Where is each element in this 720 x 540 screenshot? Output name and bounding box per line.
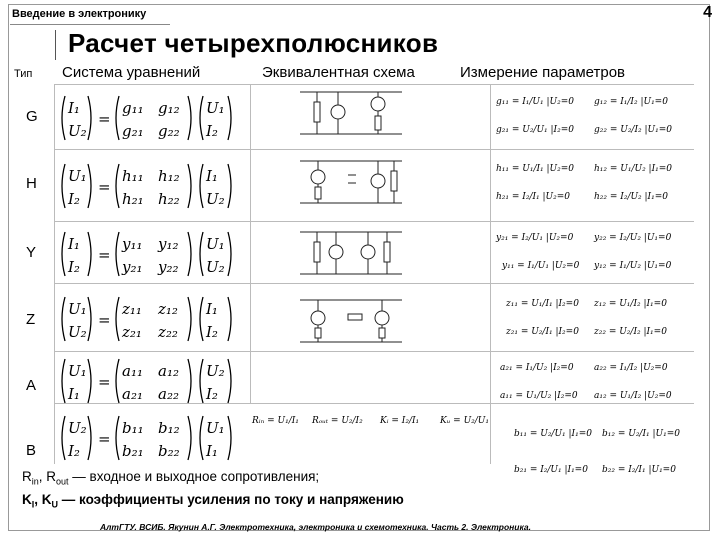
course-underline xyxy=(10,24,170,25)
coefficient: y₁₁ xyxy=(122,235,143,253)
circuit-diagram-y xyxy=(296,226,406,280)
lhs-var: I₂ xyxy=(68,190,80,208)
close-paren xyxy=(188,164,191,208)
row-label-a: A xyxy=(26,377,37,394)
coefficient: y₂₁ xyxy=(122,258,143,276)
close-paren xyxy=(88,232,91,276)
rhs-var: I₁ xyxy=(206,167,218,185)
note-gains: $K_I$, $K_U$ — коэффициенты усиления по току и напряжению xyxy=(22,491,404,510)
rhs-var: U₁ xyxy=(206,235,225,253)
equals-sign: = xyxy=(98,373,111,391)
rhs-var: U₂ xyxy=(206,362,225,380)
open-paren xyxy=(200,164,203,208)
circuit-diagram-h xyxy=(296,155,406,209)
svg-text:z₁₂ = U₁/I₂ |I₁=0: z₁₂ = U₁/I₂ |I₁=0 xyxy=(594,299,667,309)
open-paren xyxy=(200,297,203,341)
close-paren xyxy=(188,416,191,460)
equation-y xyxy=(58,228,248,280)
row-label-g: G xyxy=(26,108,38,125)
rhs-var: U₂ xyxy=(206,258,225,276)
equation-a xyxy=(58,355,248,407)
open-paren xyxy=(62,232,65,276)
equation-g xyxy=(58,92,248,144)
equals-sign: = xyxy=(98,110,111,128)
open-paren xyxy=(62,416,65,460)
grid-line xyxy=(54,351,694,352)
col-header-measure: Измерение параметров xyxy=(460,64,625,81)
col-header-type: Тип xyxy=(14,68,33,80)
measure-formulas-a xyxy=(494,356,684,410)
close-paren xyxy=(88,164,91,208)
coefficient: z₁₁ xyxy=(122,300,142,318)
open-paren xyxy=(200,416,203,460)
svg-text:h₁₁ = U₁/I₁ |U₂=0: h₁₁ = U₁/I₁ |U₂=0 xyxy=(496,164,575,174)
open-paren xyxy=(116,297,119,341)
rhs-var: I₁ xyxy=(206,300,218,318)
close-paren xyxy=(228,96,231,140)
open-paren xyxy=(200,359,203,403)
coefficient: h₁₁ xyxy=(122,167,144,185)
coefficient: b₂₂ xyxy=(158,442,180,460)
coefficient: y₂₂ xyxy=(158,258,179,276)
lhs-var: U₁ xyxy=(68,362,87,380)
lhs-var: U₂ xyxy=(68,122,87,140)
svg-text:Kᵢ = I₂/I₁: Kᵢ = I₂/I₁ xyxy=(380,416,420,426)
close-paren xyxy=(228,297,231,341)
open-paren xyxy=(62,96,65,140)
svg-text:g₁₁ = I₁/U₁ |U₂=0: g₁₁ = I₁/U₁ |U₂=0 xyxy=(496,97,574,107)
svg-text:g₂₁ = U₂/U₁ |I₂=0: g₂₁ = U₂/U₁ |I₂=0 xyxy=(496,125,574,135)
close-paren xyxy=(88,416,91,460)
equals-sign: = xyxy=(98,311,111,329)
svg-text:g₁₂ = I₁/I₂ |U₁=0: g₁₂ = I₁/I₂ |U₁=0 xyxy=(594,97,668,107)
open-paren xyxy=(62,359,65,403)
coefficient: a₁₁ xyxy=(122,362,143,380)
lhs-var: U₂ xyxy=(68,323,87,341)
measure-formulas-z xyxy=(494,292,684,346)
lhs-var: I₁ xyxy=(68,99,80,117)
coefficient: a₂₁ xyxy=(122,385,143,403)
open-paren xyxy=(62,297,65,341)
open-paren xyxy=(62,164,65,208)
open-paren xyxy=(116,232,119,276)
row-label-b: B xyxy=(26,442,37,459)
equation-b xyxy=(58,412,248,464)
col-header-scheme: Эквивалентная схема xyxy=(262,64,415,81)
equals-sign: = xyxy=(98,430,111,448)
coefficient: a₁₂ xyxy=(158,362,179,380)
lhs-var: U₁ xyxy=(68,300,87,318)
coefficient: b₁₂ xyxy=(158,419,180,437)
svg-text:h₂₁ = I₂/I₁ |U₂=0: h₂₁ = I₂/I₁ |U₂=0 xyxy=(496,192,570,202)
svg-text:h₁₂ = U₁/U₂ |I₁=0: h₁₂ = U₁/U₂ |I₁=0 xyxy=(594,164,673,174)
coefficient: g₂₂ xyxy=(158,122,180,140)
page-number: 4 xyxy=(703,4,712,21)
lhs-var: I₁ xyxy=(68,385,80,403)
row-label-z: Z xyxy=(26,311,36,328)
measure-formulas-y xyxy=(494,226,684,280)
coefficient: z₁₂ xyxy=(158,300,178,318)
row-label-y: Y xyxy=(26,244,37,261)
measure-formulas-h xyxy=(494,157,684,211)
svg-text:z₂₁ = U₂/I₁ |I₂=0: z₂₁ = U₂/I₁ |I₂=0 xyxy=(506,327,579,337)
title-side-rule xyxy=(55,30,56,60)
open-paren xyxy=(116,96,119,140)
rhs-var: I₂ xyxy=(206,122,218,140)
close-paren xyxy=(228,232,231,276)
coefficient: a₂₂ xyxy=(158,385,179,403)
coefficient: h₂₂ xyxy=(158,190,180,208)
close-paren xyxy=(188,232,191,276)
grid-line xyxy=(490,84,491,464)
svg-text:b₂₁ = I₂/U₁ |I₁=0: b₂₁ = I₂/U₁ |I₁=0 xyxy=(514,465,588,475)
close-paren xyxy=(88,359,91,403)
open-paren xyxy=(116,359,119,403)
measure-formulas-b xyxy=(494,420,684,494)
coefficient: b₂₁ xyxy=(122,442,144,460)
course-title: Введение в электронику xyxy=(12,8,147,20)
derived-formulas xyxy=(250,404,490,434)
note-resistances: $R_{in}$, $R_{out}$ — входное и выходное сопротивления; xyxy=(22,469,320,487)
close-paren xyxy=(228,359,231,403)
svg-text:y₁₂ = I₁/U₂ |U₁=0: y₁₂ = I₁/U₂ |U₁=0 xyxy=(594,261,672,271)
svg-text:z₂₂ = U₂/I₂ |I₁=0: z₂₂ = U₂/I₂ |I₁=0 xyxy=(594,327,667,337)
coefficient: h₁₂ xyxy=(158,167,180,185)
lhs-var: U₂ xyxy=(68,419,87,437)
svg-text:h₂₂ = I₂/U₂ |I₁=0: h₂₂ = I₂/U₂ |I₁=0 xyxy=(594,192,668,202)
coefficient: z₂₂ xyxy=(158,323,178,341)
equation-z xyxy=(58,293,248,345)
svg-text:a₂₁ = I₁/U₂ |I₂=0: a₂₁ = I₁/U₂ |I₂=0 xyxy=(500,363,574,373)
rhs-var: U₁ xyxy=(206,99,225,117)
rhs-var: I₁ xyxy=(206,442,218,460)
lhs-var: I₂ xyxy=(68,442,80,460)
coefficient: g₁₁ xyxy=(122,99,144,117)
notes-block xyxy=(22,468,404,513)
coefficient: b₁₁ xyxy=(122,419,144,437)
svg-text:g₂₂ = U₂/I₂ |U₁=0: g₂₂ = U₂/I₂ |U₁=0 xyxy=(594,125,672,135)
rhs-var: I₂ xyxy=(206,385,218,403)
equals-sign: = xyxy=(98,178,111,196)
grid-line xyxy=(54,149,694,150)
svg-text:y₂₂ = I₂/U₂ |U₁=0: y₂₂ = I₂/U₂ |U₁=0 xyxy=(594,233,672,243)
open-paren xyxy=(116,416,119,460)
lhs-var: U₁ xyxy=(68,167,87,185)
rhs-var: I₂ xyxy=(206,323,218,341)
svg-text:Rᵢₙ = U₁/I₁: Rᵢₙ = U₁/I₁ xyxy=(252,416,299,426)
svg-text:Kᵤ = U₂/U₁: Kᵤ = U₂/U₁ xyxy=(440,416,489,426)
grid-line xyxy=(250,84,251,404)
svg-text:a₂₂ = I₁/I₂ |U₂=0: a₂₂ = I₁/I₂ |U₂=0 xyxy=(594,363,668,373)
rhs-var: U₁ xyxy=(206,419,225,437)
svg-text:z₁₁ = U₁/I₁ |I₂=0: z₁₁ = U₁/I₁ |I₂=0 xyxy=(506,299,579,309)
close-paren xyxy=(188,359,191,403)
close-paren xyxy=(228,416,231,460)
close-paren xyxy=(88,96,91,140)
coefficient: z₂₁ xyxy=(122,323,142,341)
lhs-var: I₂ xyxy=(68,258,80,276)
rhs-var: U₂ xyxy=(206,190,225,208)
svg-text:y₁₁ = I₁/U₁ |U₂=0: y₁₁ = I₁/U₁ |U₂=0 xyxy=(502,261,580,271)
svg-text:y₂₁ = I₂/U₁ |U₂=0: y₂₁ = I₂/U₁ |U₂=0 xyxy=(496,233,574,243)
close-paren xyxy=(88,297,91,341)
lhs-var: I₁ xyxy=(68,235,80,253)
row-label-h: H xyxy=(26,175,37,192)
coefficient: h₂₁ xyxy=(122,190,144,208)
svg-text:a₁₂ = U₁/I₂ |U₂=0: a₁₂ = U₁/I₂ |U₂=0 xyxy=(594,391,672,401)
svg-text:a₁₁ = U₁/U₂ |I₂=0: a₁₁ = U₁/U₂ |I₂=0 xyxy=(500,391,578,401)
footer-credit: АлтГТУ. ВСИБ. Якунин А.Г. Электротехника, электроника и схемотехника. Часть 2. Электроника. xyxy=(100,522,531,532)
circuit-diagram-z xyxy=(296,294,406,348)
open-paren xyxy=(200,232,203,276)
grid-line xyxy=(54,84,55,464)
close-paren xyxy=(188,297,191,341)
coefficient: g₁₂ xyxy=(158,99,180,117)
svg-text:b₁₂ = U₂/I₁ |U₁=0: b₁₂ = U₂/I₁ |U₁=0 xyxy=(602,429,680,439)
equation-h xyxy=(58,160,248,212)
grid-line xyxy=(54,283,694,284)
grid-line xyxy=(54,221,694,222)
svg-text:b₁₁ = U₂/U₁ |I₁=0: b₁₁ = U₂/U₁ |I₁=0 xyxy=(514,429,592,439)
open-paren xyxy=(116,164,119,208)
grid-line xyxy=(54,84,694,85)
circuit-diagram-g xyxy=(296,86,406,140)
coefficient: g₂₁ xyxy=(122,122,144,140)
equals-sign: = xyxy=(98,246,111,264)
svg-text:Rₒᵤₜ = U₂/I₂: Rₒᵤₜ = U₂/I₂ xyxy=(312,416,363,426)
open-paren xyxy=(200,96,203,140)
svg-text:b₂₂ = I₂/I₁ |U₁=0: b₂₂ = I₂/I₁ |U₁=0 xyxy=(602,465,676,475)
slide-title: Расчет четырехполюсников xyxy=(68,28,439,58)
col-header-equations: Система уравнений xyxy=(62,64,201,81)
measure-formulas-g xyxy=(494,90,684,144)
close-paren xyxy=(188,96,191,140)
close-paren xyxy=(228,164,231,208)
coefficient: y₁₂ xyxy=(158,235,179,253)
